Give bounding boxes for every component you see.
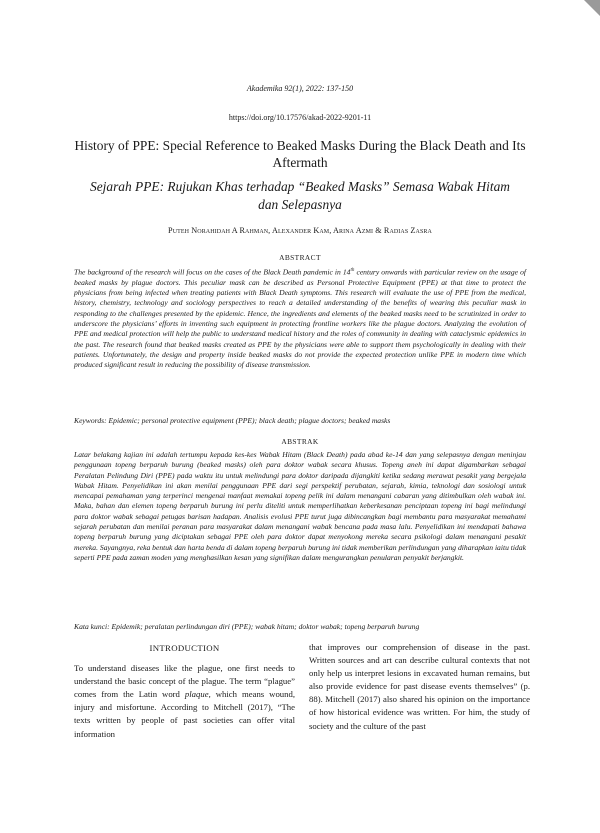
body-column-right bbox=[309, 641, 530, 733]
intro-italic-word: plaque bbox=[184, 689, 209, 700]
author-list: Puteh Norahidah A Rahman, Alexander Kam, Arina Azmi & Radias Zasra bbox=[168, 226, 432, 235]
introduction-paragraph bbox=[74, 662, 295, 741]
page-corner-fold bbox=[584, 0, 600, 16]
abstrak-heading: ABSTRAK bbox=[281, 437, 319, 446]
abstract-text-part2: century onwards with particular review on the usage of beaked masks by plague doctors. This peculiar mask can be described as Personal Protective Equipment (PPE) at that time to protect the physicians from being infected when treating patients with Black Death symptoms. This research will evaluate the use of PPE from the medical, history, chemistry, technology and sociology perspectives to reach a detailed understanding of the benefits of wearing this peculiar mask in responding to the challenges presented by the epidemic. Hence, the ingredients and elements of the beaked masks need to be scrutinized in order to underscore the physicians’ efforts in inventing such equipment in protecting frontline workers like the plague doctors. Analyzing the evolution of PPE and medical protection will help the public to understand medical history and the roles of community in dealing with cataclysmic epidemics in the past. The research found that beaked masks created as PPE by the physicians were able to support them psychologically in dealing with their patients. Unfortunately, the design and property inside beaked masks do not provide the expected protection unlike PPE in modern time which produced significant result in reducing the possibility of disease transmission. bbox=[74, 267, 526, 370]
body-column-left bbox=[74, 642, 295, 741]
intro-text-part1: To understand diseases like the plague, one first needs to understand the basic concept of the plague. The term “plague” comes from the Latin word bbox=[74, 663, 295, 700]
abstract-text-part1: The background of the research will focus on the cases of the Black Death pandemic in 14 bbox=[74, 267, 351, 277]
paper-title: History of PPE: Special Reference to Beaked Masks During the Black Death and Its Aftermath bbox=[74, 138, 526, 170]
abstract-keywords: Keywords: Epidemic; personal protective equipment (PPE); black death; plague doctors; beaked masks bbox=[74, 416, 391, 425]
abstract-text bbox=[74, 266, 526, 371]
doi-link[interactable]: https://doi.org/10.17576/akad-2022-9201-11 bbox=[228, 113, 372, 122]
abstrak-text: Latar belakang kajian ini adalah tertumpu kepada kes-kes Wabak Hitam (Black Death) pada abad ke-14 dan yang selepasnya dengan meninjau penggunaan topeng berparuh burung (beaked masks) oleh para doktor wabak secara khusus. Topeng aneh ini dapat digambarkan sebagai Peralatan Pelindung Diri (PPE) pada waktu itu untuk melindungi para doktor daripada dijangkiti ketika sedang merawat pesakit yang bergejala Wabak Hitam. Penyelidikan ini akan menilai penggunaan PPE dari segi perspektif perubatan, sejarah, kimia, teknologi dan sosiologi untuk mencapai pemahaman yang terperinci mengenai manfaat memakai topeng pelik ini dalam menangani cabaran yang ditimbulkan oleh wabak ini. Maka, bahan dan elemen topeng berparuh burung ini perlu diteliti untuk memperlihatkan keberkesanan penciptaan topeng ini bagi melindungi para doktor wabak sebagai petugas barisan hadapan. Analisis evolusi PPE turut juga dibincangkan bagi membantu para masyarakat memahami sejarah perubatan dan menilai peranan para masyarakat dalam menangani wabak bencana pada masa lalu. Penyelidikan ini mendapati bahawa topeng berparuh burung yang diciptakan sebagai PPE oleh para doktor dapat menyokong mereka secara psikologi dalam menangani pesakit mereka. Sayangnya, reka bentuk dan harta benda di dalam topeng berparuh burung ini tidak memberikan perlindungan yang diharapkan iaitu tidak seperti PPE pada zaman moden yang menghasilkan kesan yang signifikan dalam mengurangkan penularan penyakit berjangkit. bbox=[74, 450, 526, 562]
abstract-heading: ABSTRACT bbox=[279, 253, 321, 262]
paper-title-malay: Sejarah PPE: Rujukan Khas terhadap “Beaked Masks” Semasa Wabak Hitam dan Selepasnya bbox=[90, 179, 510, 212]
intro-text-part2: , which means wound, injury and misfortune. According to Mitchell (2017), “The texts written by people of past societies can offer vital information bbox=[74, 689, 295, 739]
introduction-paragraph-continued: that improves our comprehension of disease in the past. Written sources and art can describe cultural contexts that not only help us interpret lesions in excavated human remains, but also provide evidence for past disease events themselves” (p. 88). Mitchell (2017) also shared his opinion on the importance of how historical evidence was written. For him, the study of society and the culture of the past bbox=[309, 642, 530, 731]
introduction-heading: INTRODUCTION bbox=[149, 643, 220, 653]
abstract-superscript: th bbox=[350, 268, 355, 273]
journal-citation: Akademika 92(1), 2022: 137-150 bbox=[246, 84, 354, 93]
abstrak-keywords: Kata kunci: Epidemik; peralatan perlindungan diri (PPE); wabak hitam; doktor wabak; topeng berparuh burung bbox=[74, 622, 420, 631]
